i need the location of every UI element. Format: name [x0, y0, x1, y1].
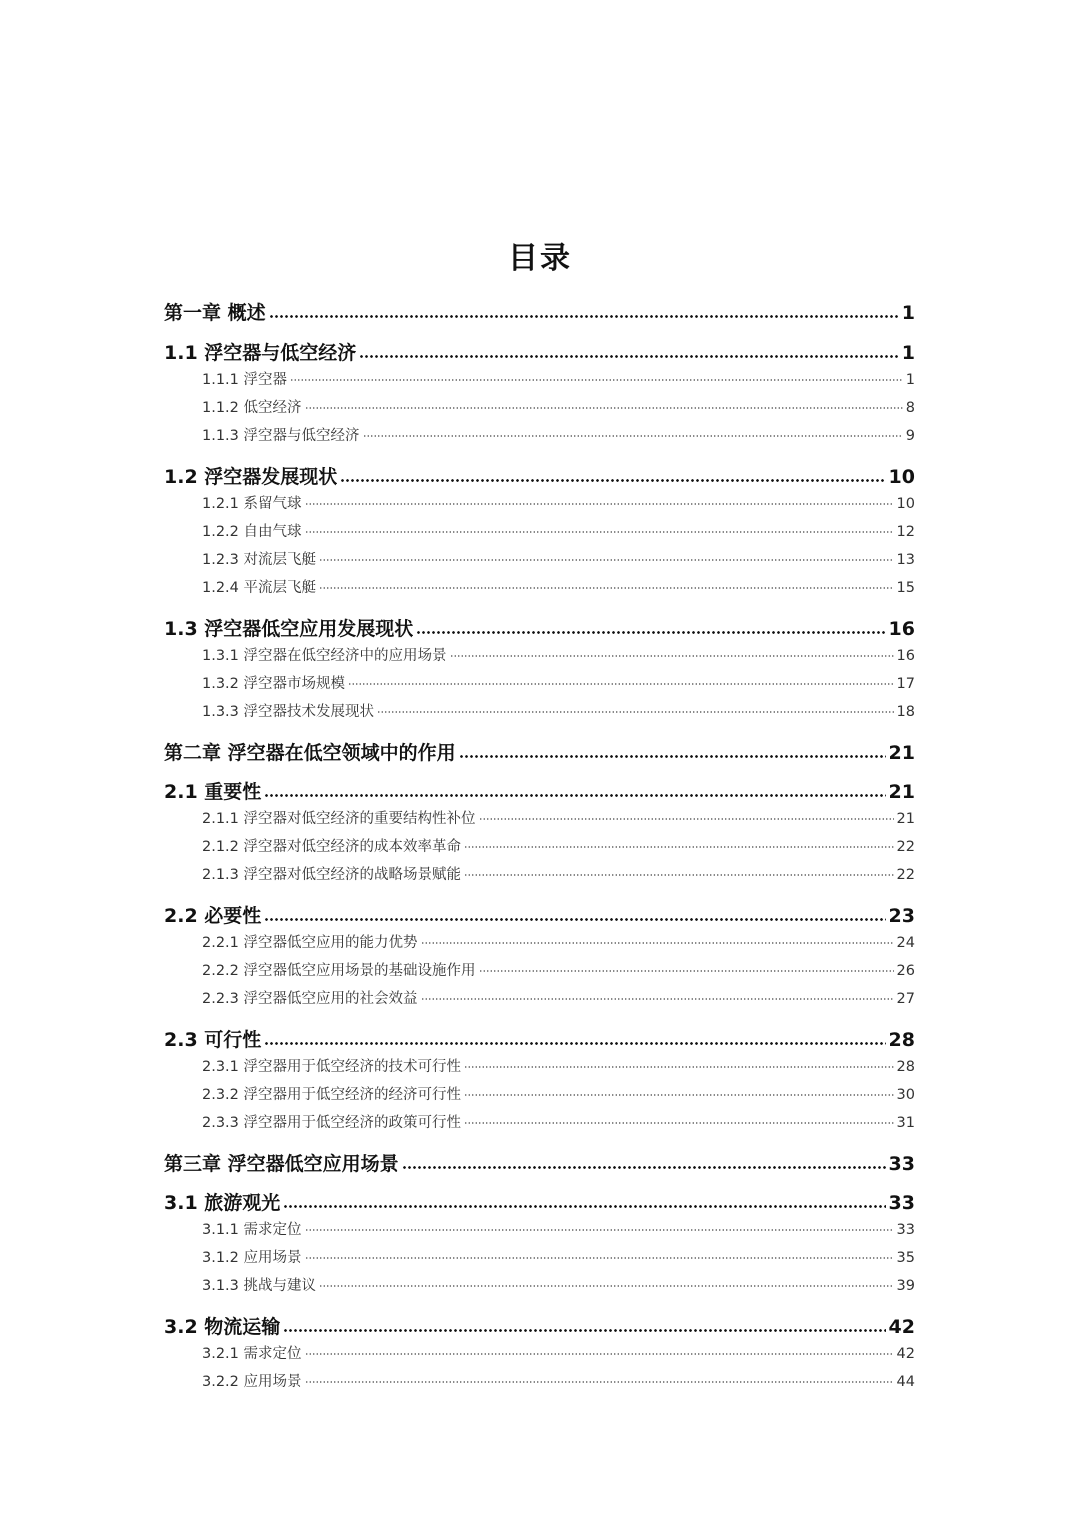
dot-leader — [305, 398, 903, 413]
toc-subsection-entry[interactable] — [202, 836, 915, 858]
toc-heading-entry[interactable] — [164, 1190, 915, 1216]
toc-entry-page-number: 27 — [896, 991, 915, 1007]
toc-subsection-entry[interactable] — [202, 549, 915, 571]
toc-entry-page-number: 22 — [896, 867, 915, 883]
toc-entry-page-number: 1 — [905, 372, 915, 388]
toc-heading-entry[interactable] — [164, 300, 915, 326]
toc-entry-label: 3.2.2 应用场景 — [202, 1374, 302, 1390]
dot-leader — [264, 1027, 885, 1046]
toc-entry-page-number: 28 — [888, 1029, 915, 1051]
dot-leader — [459, 740, 886, 759]
toc-entry-label: 2.2 必要性 — [164, 905, 262, 927]
toc-entry-label: 1.2.2 自由气球 — [202, 524, 302, 540]
toc-subsection-entry[interactable] — [202, 1219, 915, 1241]
toc-entry-page-number: 21 — [888, 742, 915, 764]
toc-subsection-entry[interactable] — [202, 493, 915, 515]
toc-entry-label: 3.2.1 需求定位 — [202, 1346, 302, 1362]
toc-entry-page-number: 33 — [888, 1192, 915, 1214]
toc-subsection-entry[interactable] — [202, 988, 915, 1010]
toc-subsection-entry[interactable] — [202, 701, 915, 723]
toc-entry-label: 第二章 浮空器在低空领域中的作用 — [164, 742, 456, 764]
toc-entry-page-number: 10 — [888, 466, 915, 488]
toc-entry-page-number: 15 — [896, 580, 915, 596]
dot-leader — [348, 674, 894, 689]
toc-subsection-entry[interactable] — [202, 1084, 915, 1106]
toc-subsection-entry[interactable] — [202, 673, 915, 695]
dot-leader — [416, 616, 885, 635]
dot-leader — [283, 1190, 885, 1209]
dot-leader — [264, 903, 885, 922]
toc-subsection-entry[interactable] — [202, 1247, 915, 1269]
toc-entry-label: 1.3.2 浮空器市场规模 — [202, 676, 346, 692]
toc-heading-entry[interactable] — [164, 464, 915, 490]
toc-subsection-entry[interactable] — [202, 521, 915, 543]
toc-entry-page-number: 10 — [896, 496, 915, 512]
toc-subsection-entry[interactable] — [202, 397, 915, 419]
toc-subsection-entry[interactable] — [202, 1112, 915, 1134]
dot-leader — [464, 865, 894, 880]
dot-leader — [305, 1344, 894, 1359]
toc-entry-label: 2.3.1 浮空器用于低空经济的技术可行性 — [202, 1059, 462, 1075]
toc-heading-entry[interactable] — [164, 1314, 915, 1340]
toc-entry-page-number: 33 — [888, 1153, 915, 1175]
dot-leader — [421, 933, 894, 948]
toc-subsection-entry[interactable] — [202, 960, 915, 982]
dot-leader — [340, 464, 885, 483]
toc-entry-page-number: 21 — [888, 781, 915, 803]
toc-entry-page-number: 24 — [896, 935, 915, 951]
toc-entry-page-number: 16 — [896, 648, 915, 664]
toc-heading-entry[interactable] — [164, 1151, 915, 1177]
dot-leader — [479, 961, 894, 976]
dot-leader — [290, 370, 903, 385]
dot-leader — [402, 1151, 886, 1170]
toc-entry-page-number: 35 — [896, 1250, 915, 1266]
toc-entry-label: 2.3.2 浮空器用于低空经济的经济可行性 — [202, 1087, 462, 1103]
dot-leader — [377, 702, 894, 717]
dot-leader — [305, 1220, 894, 1235]
toc-entry-label: 2.1.1 浮空器对低空经济的重要结构性补位 — [202, 811, 476, 827]
toc-heading-entry[interactable] — [164, 740, 915, 766]
toc-entry-label: 1.1.3 浮空器与低空经济 — [202, 428, 360, 444]
toc-subsection-entry[interactable] — [202, 932, 915, 954]
toc-subsection-entry[interactable] — [202, 425, 915, 447]
toc-subsection-entry[interactable] — [202, 1343, 915, 1365]
toc-entry-page-number: 23 — [888, 905, 915, 927]
toc-heading-entry[interactable] — [164, 903, 915, 929]
toc-entry-label: 2.2.2 浮空器低空应用场景的基础设施作用 — [202, 963, 476, 979]
toc-entry-page-number: 28 — [896, 1059, 915, 1075]
dot-leader — [464, 837, 894, 852]
toc-entry-label: 1.1 浮空器与低空经济 — [164, 342, 357, 364]
toc-entry-page-number: 26 — [896, 963, 915, 979]
toc-entry-label: 1.1.2 低空经济 — [202, 400, 302, 416]
page-title: 目录 — [508, 241, 572, 276]
toc-entry-page-number: 42 — [888, 1316, 915, 1338]
dot-leader — [319, 578, 894, 593]
dot-leader — [264, 779, 885, 798]
dot-leader — [479, 809, 894, 824]
dot-leader — [359, 340, 898, 359]
toc-heading-entry[interactable] — [164, 1027, 915, 1053]
toc-entry-label: 1.3.3 浮空器技术发展现状 — [202, 704, 375, 720]
toc-entry-page-number: 1 — [901, 342, 915, 364]
toc-entry-label: 2.2.1 浮空器低空应用的能力优势 — [202, 935, 418, 951]
toc-entry-label: 2.2.3 浮空器低空应用的社会效益 — [202, 991, 418, 1007]
toc-entry-label: 3.2 物流运输 — [164, 1316, 281, 1338]
toc-entry-page-number: 17 — [896, 676, 915, 692]
dot-leader — [319, 1276, 894, 1291]
toc-subsection-entry[interactable] — [202, 369, 915, 391]
toc-entry-label: 2.1.2 浮空器对低空经济的成本效率革命 — [202, 839, 462, 855]
table-of-contents — [164, 0, 915, 1527]
toc-entry-page-number: 39 — [896, 1278, 915, 1294]
toc-entry-label: 1.3.1 浮空器在低空经济中的应用场景 — [202, 648, 447, 664]
toc-subsection-entry[interactable] — [202, 808, 915, 830]
toc-entry-page-number: 13 — [896, 552, 915, 568]
dot-leader — [421, 989, 894, 1004]
dot-leader — [464, 1113, 894, 1128]
toc-subsection-entry[interactable] — [202, 864, 915, 886]
toc-entry-page-number: 44 — [896, 1374, 915, 1390]
toc-entry-label: 2.1 重要性 — [164, 781, 262, 803]
toc-subsection-entry[interactable] — [202, 1056, 915, 1078]
toc-entry-label: 第三章 浮空器低空应用场景 — [164, 1153, 399, 1175]
toc-heading-entry[interactable] — [164, 616, 915, 642]
toc-entry-label: 3.1.3 挑战与建议 — [202, 1278, 317, 1294]
toc-entry-label: 1.1.1 浮空器 — [202, 372, 288, 388]
toc-subsection-entry[interactable] — [202, 645, 915, 667]
toc-entry-label: 2.3 可行性 — [164, 1029, 262, 1051]
toc-entry-label: 3.1.1 需求定位 — [202, 1222, 302, 1238]
toc-entry-label: 3.1 旅游观光 — [164, 1192, 281, 1214]
toc-heading-entry[interactable] — [164, 779, 915, 805]
dot-leader — [305, 1248, 894, 1263]
toc-entry-page-number: 1 — [901, 302, 915, 324]
dot-leader — [305, 494, 894, 509]
toc-entry-page-number: 12 — [896, 524, 915, 540]
toc-entry-label: 1.2 浮空器发展现状 — [164, 466, 338, 488]
toc-entry-label: 1.2.1 系留气球 — [202, 496, 302, 512]
toc-entry-page-number: 16 — [888, 618, 915, 640]
dot-leader — [450, 646, 894, 661]
dot-leader — [464, 1085, 894, 1100]
dot-leader — [464, 1057, 894, 1072]
dot-leader — [319, 550, 894, 565]
toc-subsection-entry[interactable] — [202, 1371, 915, 1393]
dot-leader — [269, 300, 899, 319]
toc-entry-page-number: 8 — [905, 400, 915, 416]
toc-entry-label: 第一章 概述 — [164, 302, 266, 324]
toc-entry-page-number: 30 — [896, 1087, 915, 1103]
dot-leader — [305, 1372, 894, 1387]
toc-subsection-entry[interactable] — [202, 1275, 915, 1297]
toc-entry-label: 1.2.3 对流层飞艇 — [202, 552, 317, 568]
toc-entry-label: 3.1.2 应用场景 — [202, 1250, 302, 1266]
toc-entry-page-number: 42 — [896, 1346, 915, 1362]
toc-entry-page-number: 18 — [896, 704, 915, 720]
toc-entry-page-number: 9 — [905, 428, 915, 444]
toc-entry-label: 2.1.3 浮空器对低空经济的战略场景赋能 — [202, 867, 462, 883]
toc-entry-label: 1.3 浮空器低空应用发展现状 — [164, 618, 414, 640]
toc-entry-page-number: 22 — [896, 839, 915, 855]
toc-entry-page-number: 33 — [896, 1222, 915, 1238]
toc-entry-page-number: 31 — [896, 1115, 915, 1131]
toc-heading-entry[interactable] — [164, 340, 915, 366]
dot-leader — [305, 522, 894, 537]
dot-leader — [283, 1314, 885, 1333]
toc-subsection-entry[interactable] — [202, 577, 915, 599]
dot-leader — [363, 426, 903, 441]
toc-entry-label: 1.2.4 平流层飞艇 — [202, 580, 317, 596]
toc-entry-page-number: 21 — [896, 811, 915, 827]
toc-entry-label: 2.3.3 浮空器用于低空经济的政策可行性 — [202, 1115, 462, 1131]
